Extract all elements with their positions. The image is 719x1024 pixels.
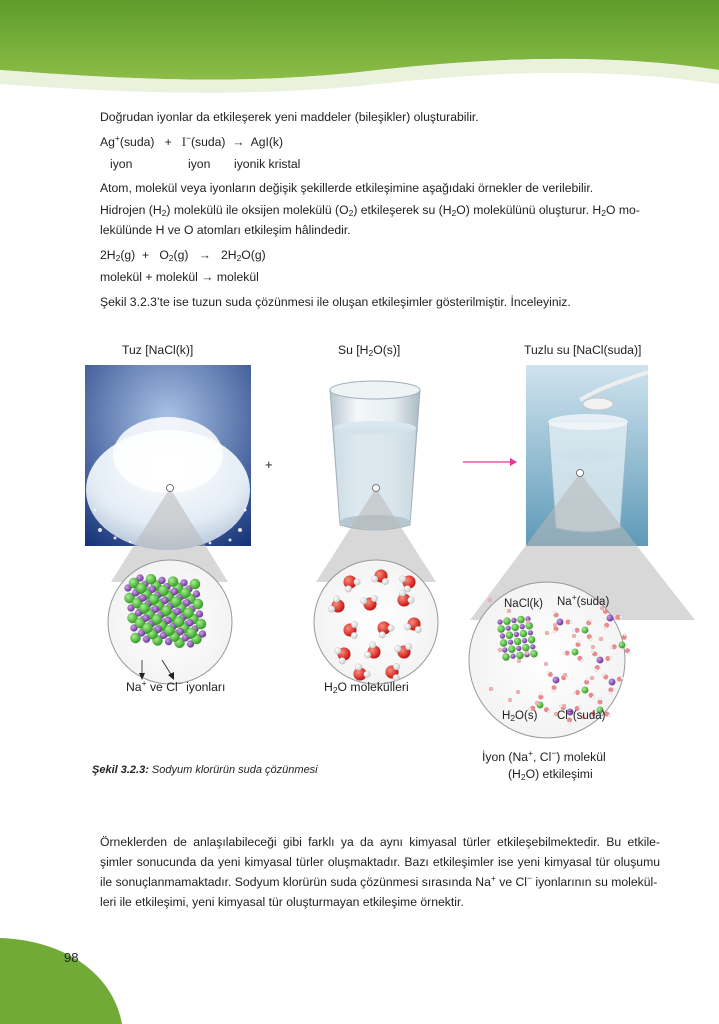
hydrogen-atom xyxy=(592,696,595,699)
na-ion xyxy=(149,586,156,593)
hydrogen-atom xyxy=(619,616,622,619)
hydrogen-atom xyxy=(333,596,340,603)
hydrogen-atom xyxy=(354,579,361,586)
na-ion xyxy=(136,574,143,581)
nacl-crystal-lattice xyxy=(124,574,206,648)
hydrogen-atom xyxy=(595,669,598,672)
hydrogen-atom xyxy=(578,706,581,709)
paragraph-figure-ref: Şekil 3.2.3’te ise tuzun suda çözünmesi ile oluşan etkileşimler gösterilmiştir. İnceleyiniz. xyxy=(100,295,571,309)
na-ion xyxy=(514,632,519,637)
na-ion xyxy=(511,618,516,623)
hydrogen-atom xyxy=(408,597,415,604)
cl-ion xyxy=(161,605,171,615)
na-ion xyxy=(502,647,507,652)
cl-ion xyxy=(136,583,146,593)
footer-corner xyxy=(0,930,140,1024)
equation-label-ion: iyon xyxy=(110,157,133,171)
na-ion xyxy=(152,606,159,613)
hydrogen-atom xyxy=(591,650,594,653)
oxygen-atom xyxy=(553,623,557,627)
hydrogen-atom xyxy=(621,677,624,680)
hydrogen-atom xyxy=(360,598,367,605)
cl-ion xyxy=(193,599,203,609)
cl-ion xyxy=(512,624,519,631)
oxygen-atom xyxy=(591,645,595,649)
cl-ion xyxy=(503,618,510,625)
label-cl-aq: Cl−(suda) xyxy=(557,706,606,722)
oxygen-atom xyxy=(545,631,549,635)
header-wave xyxy=(0,0,719,100)
paragraph-hydrogen: Hidrojen $(H_2)$ molekülü ile oksijen molekülü $(O_2)$ etkileşerek su $(H_2O)$ molekülünü oluşturur. $H_2O$ mo- xyxy=(100,203,640,218)
hydrogen-atom xyxy=(399,590,406,597)
oxygen-atom xyxy=(489,687,493,691)
hydrogen-atom xyxy=(586,678,589,681)
cl-ion xyxy=(139,603,149,613)
cl-ion xyxy=(506,632,513,639)
na-ion xyxy=(193,590,200,597)
equation-agi: Ag+(suda) + I−(suda) → AgI(k) xyxy=(100,133,284,149)
oxygen-atom xyxy=(498,648,502,652)
hydrogen-atom xyxy=(351,621,358,628)
cl-ion xyxy=(196,619,206,629)
na-ion xyxy=(609,679,616,686)
oxygen-atom xyxy=(563,673,567,677)
figure-plus: + xyxy=(265,457,273,472)
figure-title-water: Su $[H_2O(s)]$ xyxy=(338,343,401,358)
na-ion xyxy=(497,619,502,624)
hydrogen-atom xyxy=(328,606,335,613)
na-ion xyxy=(171,588,178,595)
intro-text: Doğrudan iyonlar da etkileşerek yeni maddeler (bileşikler) oluşturabilir. xyxy=(100,110,479,124)
na-ion xyxy=(520,624,525,629)
hydrogen-atom xyxy=(393,663,400,670)
hydrogen-atom xyxy=(563,652,566,655)
na-ion xyxy=(500,633,505,638)
na-ion xyxy=(553,677,560,684)
na-ion xyxy=(174,608,181,615)
hydrogen-atom xyxy=(547,710,550,713)
hydrogen-atom xyxy=(364,651,371,658)
na-ion xyxy=(155,626,162,633)
cl-ion xyxy=(619,642,626,649)
hydrogen-atom xyxy=(553,630,556,633)
na-ion xyxy=(186,619,193,626)
hydrogen-atom xyxy=(608,714,611,717)
ion-molecule-caption: İyon (Na+, Cl−) molekül xyxy=(482,748,606,764)
hydrogen-atom xyxy=(610,646,613,649)
na-ion xyxy=(510,654,515,659)
hydrogen-atom xyxy=(415,626,422,633)
hydrogen-atom xyxy=(599,698,602,701)
cl-ion xyxy=(528,636,535,643)
cl-ion xyxy=(498,625,505,632)
cl-ion xyxy=(186,628,196,638)
hydrogen-atom xyxy=(580,659,583,662)
hydrogen-atom xyxy=(604,627,607,630)
hydrogen-atom xyxy=(609,656,612,659)
cl-ion xyxy=(582,627,589,634)
na-ion xyxy=(183,599,190,606)
hydrogen-atom xyxy=(404,623,411,630)
hydrogen-atom xyxy=(351,632,358,639)
na-ion xyxy=(199,630,206,637)
cl-ion xyxy=(530,650,537,657)
hydrogen-atom xyxy=(547,671,550,674)
na-ion xyxy=(528,630,533,635)
oxygen-atom xyxy=(544,662,548,666)
oxygen-atom xyxy=(525,651,529,655)
hydrogen-atom xyxy=(364,671,371,678)
cl-ion xyxy=(180,588,190,598)
na-ion xyxy=(139,594,146,601)
hydrogen-atom xyxy=(371,576,378,583)
cl-ion xyxy=(502,653,509,660)
conclusion-line4: leri ile etkileşimi, yeni kimyasal tür oluşturmayan etkileşime örnektir. xyxy=(100,895,464,909)
cl-ion xyxy=(190,579,200,589)
hydrogen-atom xyxy=(399,576,406,583)
na-ion xyxy=(508,640,513,645)
oxygen-atom xyxy=(517,659,521,663)
na-ion xyxy=(180,579,187,586)
oxygen-atom xyxy=(562,704,566,708)
conclusion-line3: ile sonuçlanmamaktadır. Sodyum klorürün suda çözünmesi sırasında Na+ ve Cl− iyonlarının su molekül- xyxy=(100,873,658,889)
hydrogen-atom xyxy=(405,643,412,650)
label-ions: Na+ ve Cl− iyonları xyxy=(126,678,226,694)
equation-label-crystal: iyonik kristal xyxy=(234,157,301,171)
hydrogen-atom xyxy=(369,642,376,649)
na-ion xyxy=(164,617,171,624)
label-water-molecules: $H_2O$ molekülleri xyxy=(324,680,409,695)
oxygen-atom xyxy=(526,620,530,624)
oxygen-atom xyxy=(508,698,512,702)
hydrogen-atom xyxy=(573,692,576,695)
na-ion xyxy=(607,615,614,622)
figure-title-salt: Tuz [NaCl(k)] xyxy=(122,343,194,357)
hydrogen-atom xyxy=(540,693,543,696)
cl-ion xyxy=(149,594,159,604)
hydrogen-atom xyxy=(355,664,362,671)
cl-ion xyxy=(514,638,521,645)
na-ion xyxy=(196,610,203,617)
hydrogen-atom xyxy=(379,631,386,638)
na-ion xyxy=(597,657,604,664)
conclusion-line2: şimler sonucunda da yeni kimyasal türler oluşmaktadır. Bazı etkileşimler ise yeni kimyasal tür oluşumu xyxy=(100,855,660,869)
cl-ion xyxy=(152,614,162,624)
cl-ion xyxy=(500,639,507,646)
figure-caption: Şekil 3.2.3: Sodyum klorürün suda çözünmesi xyxy=(92,764,318,776)
label-h2o-liquid: $H_2O(s)$ xyxy=(502,710,538,723)
label-na-aq: Na+(suda) xyxy=(557,592,610,608)
na-ion xyxy=(522,638,527,643)
cl-ion xyxy=(142,623,152,633)
hydrogen-atom xyxy=(388,625,395,632)
na-ion xyxy=(177,628,184,635)
figure-title-solution: Tuzlu su [NaCl(suda)] xyxy=(524,343,642,357)
na-ion xyxy=(158,577,165,584)
cl-ion xyxy=(174,616,184,626)
oxygen-atom xyxy=(599,637,603,641)
hydrogen-atom xyxy=(602,674,605,677)
hydrogen-atom xyxy=(553,611,556,614)
cl-ion xyxy=(516,652,523,659)
oxygen-atom xyxy=(535,701,539,705)
cl-ion xyxy=(171,596,181,606)
cl-ion xyxy=(522,644,529,651)
hydrogen-atom xyxy=(589,619,592,622)
cl-ion xyxy=(508,646,515,653)
hydrogen-atom xyxy=(609,691,612,694)
oxygen-atom xyxy=(488,598,492,602)
cl-ion xyxy=(572,649,579,656)
hydrogen-atom xyxy=(628,652,631,655)
na-ion xyxy=(557,619,564,626)
hydrogen-atom xyxy=(334,647,341,654)
hydrogen-atom xyxy=(570,621,573,624)
cl-ion xyxy=(158,585,168,595)
cl-ion xyxy=(582,687,589,694)
equation-label-ion: iyon xyxy=(188,157,211,171)
label-nacl-solid: NaCl(k) xyxy=(504,598,543,610)
hydrogen-atom xyxy=(339,657,346,664)
oxygen-atom xyxy=(572,634,576,638)
na-ion xyxy=(530,644,535,649)
hydrogen-atom xyxy=(394,645,401,652)
na-ion xyxy=(506,626,511,631)
conclusion-line1: Örneklerden de anlaşılabileceği gibi farklı ya da aynı kimyasal türler etkileşebilmektedir. Bu etkile- xyxy=(100,835,660,849)
cl-ion xyxy=(520,630,527,637)
hydrogen-atom xyxy=(578,640,581,643)
paragraph-hydrogen-line2: lekülünde H ve O atomları etkileşim hâlindedir. xyxy=(100,223,351,237)
hydrogen-atom xyxy=(382,578,389,585)
equation-water: $2H_2(g)$ + $O_2(g)$ → $2H_2O(g)$ xyxy=(100,248,266,263)
cl-ion xyxy=(146,574,156,584)
hydrogen-atom xyxy=(371,595,378,602)
na-ion xyxy=(516,646,521,651)
hydrogen-atom xyxy=(573,629,576,632)
page-number: 98 xyxy=(64,950,79,965)
ion-molecule-caption-line2: $(H_2O)$ etkileşimi xyxy=(508,767,593,782)
hydrogen-atom xyxy=(552,689,555,692)
cl-ion xyxy=(168,576,178,586)
paragraph-examples: Atom, molekül veya iyonların değişik şekillerde etkileşimine aşağıdaki örnekler de verilebilir. xyxy=(100,181,594,195)
equation-words: molekül + molekül → molekül xyxy=(100,270,259,284)
hydrogen-atom xyxy=(624,633,627,636)
na-ion xyxy=(142,614,149,621)
oxygen-atom xyxy=(590,676,594,680)
na-ion xyxy=(161,597,168,604)
hydrogen-atom xyxy=(345,585,352,592)
oxygen-atom xyxy=(516,690,520,694)
cl-ion xyxy=(183,608,193,618)
cl-ion xyxy=(164,625,174,635)
hydrogen-atom xyxy=(589,638,592,641)
cl-ion xyxy=(517,616,524,623)
